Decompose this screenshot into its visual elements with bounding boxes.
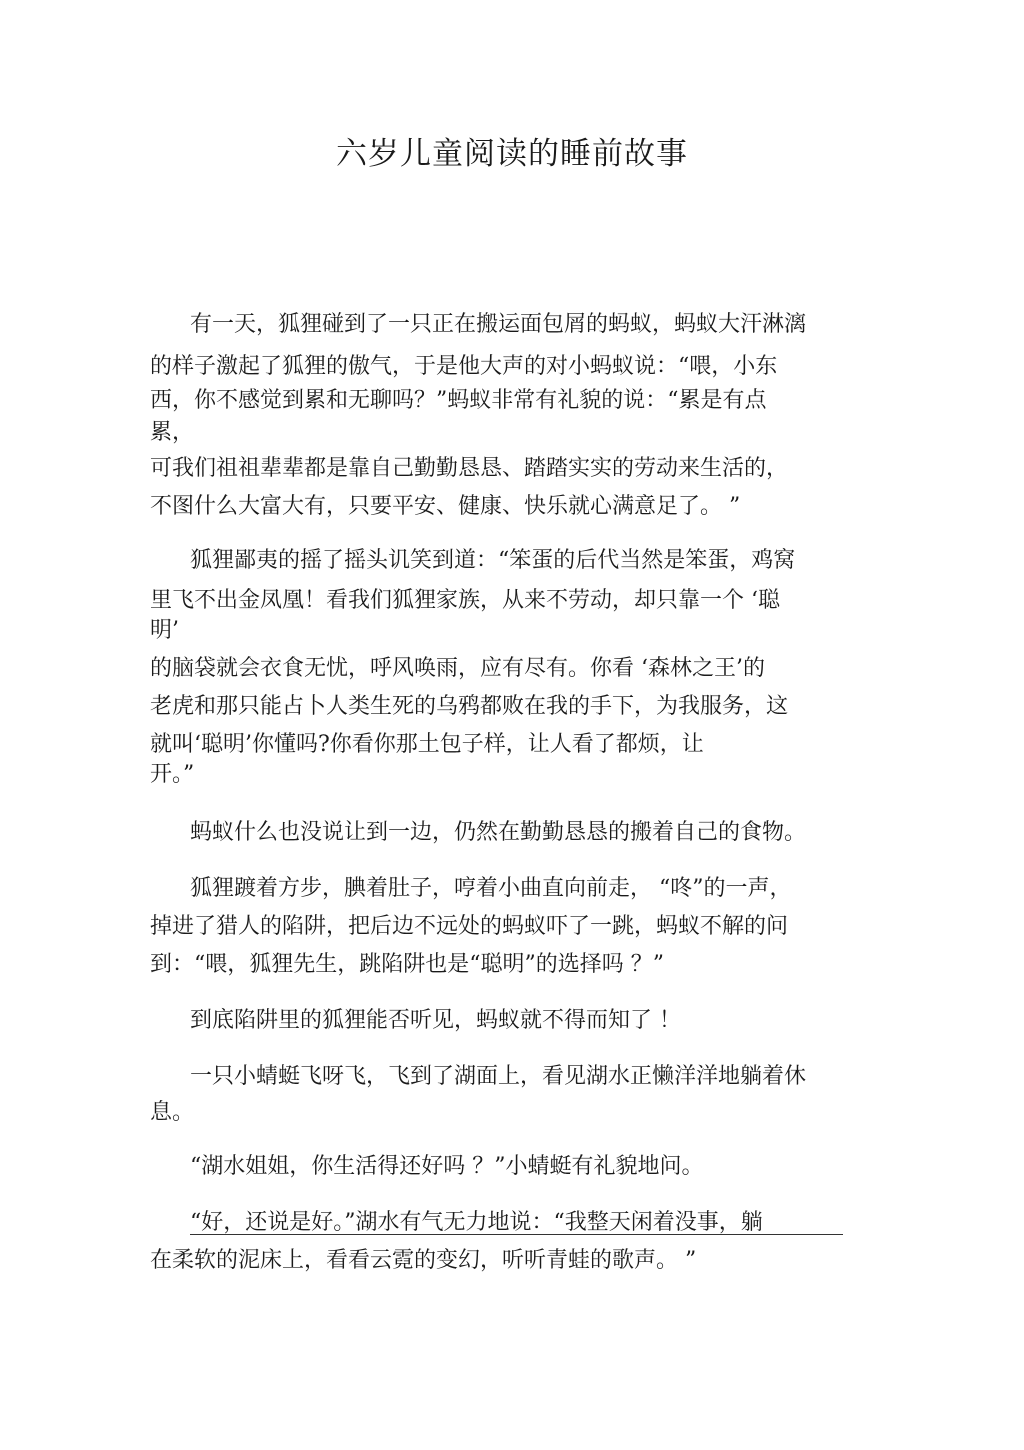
text-line: 掉进了猎人的陷阱，把后边不远处的蚂蚁吓了一跳，蚂蚁不解的问 — [150, 914, 789, 939]
text-line: 就叫‘聪明’你懂吗?你看你那土包子样，让人看了都烦，让 — [150, 732, 704, 757]
text-line: 到底陷阱里的狐狸能否听见，蚂蚁就不得而知了 ！ — [190, 1008, 681, 1033]
text-line: 狐狸鄙夷的摇了摇头讥笑到道：“笨蛋的后代当然是笨蛋，鸡窝 — [190, 548, 796, 573]
text-line: 老虎和那只能占卜人类生死的乌鸦都败在我的手下，为我服务，这 — [150, 694, 789, 719]
text-line: 的样子激起了狐狸的傲气，于是他大声的对小蚂蚁说：“喂，小东 — [150, 354, 778, 379]
underline-rule — [190, 1234, 843, 1235]
text-line: 在柔软的泥床上，看看云霓的变幻，听听青蛙的歌声。 ” — [150, 1248, 697, 1273]
text-line: 累， — [150, 420, 195, 445]
text-line: 明’ — [150, 618, 179, 643]
text-line: “好，还说是好。”湖水有气无力地说：“我整天闲着没事，躺 — [190, 1210, 763, 1235]
text-line: 一只小蜻蜓飞呀飞，飞到了湖面上，看见湖水正懒洋洋地躺着休 — [190, 1064, 807, 1089]
text-line: 西，你不感觉到累和无聊吗？”蚂蚁非常有礼貌的说：“累是有点 — [150, 388, 767, 413]
text-line: 蚂蚁什么也没说让到一边，仍然在勤勤恳恳的搬着自己的食物。 — [190, 820, 807, 845]
page-title: 六岁儿童阅读的睡前故事 — [336, 136, 688, 172]
text-line: 里飞不出金凤凰！看我们狐狸家族，从来不劳动，却只靠一个 ‘聪 — [150, 588, 780, 613]
text-line: 有一天，狐狸碰到了一只正在搬运面包屑的蚂蚁，蚂蚁大汗淋漓 — [190, 312, 807, 337]
text-line: 息。 — [150, 1100, 195, 1125]
text-line: 可我们祖祖辈辈都是靠自己勤勤恳恳、踏踏实实的劳动来生活的， — [150, 456, 789, 481]
text-line: 开。” — [150, 762, 195, 787]
text-line: 到：“喂，狐狸先生，跳陷阱也是“聪明”的选择吗 ？” — [150, 952, 664, 977]
text-line: 狐狸踱着方步，腆着肚子，哼着小曲直向前走， “咚”的一声， — [190, 876, 792, 901]
text-line: 的脑袋就会衣食无忧，呼风唤雨，应有尽有。你看 ‘森林之王’的 — [150, 656, 765, 681]
text-line: 不图什么大富大有，只要平安、健康、快乐就心满意足了。 ” — [150, 494, 741, 519]
text-line: “湖水姐姐，你生活得还好吗 ？”小蜻蜓有礼貌地问。 — [190, 1154, 704, 1179]
